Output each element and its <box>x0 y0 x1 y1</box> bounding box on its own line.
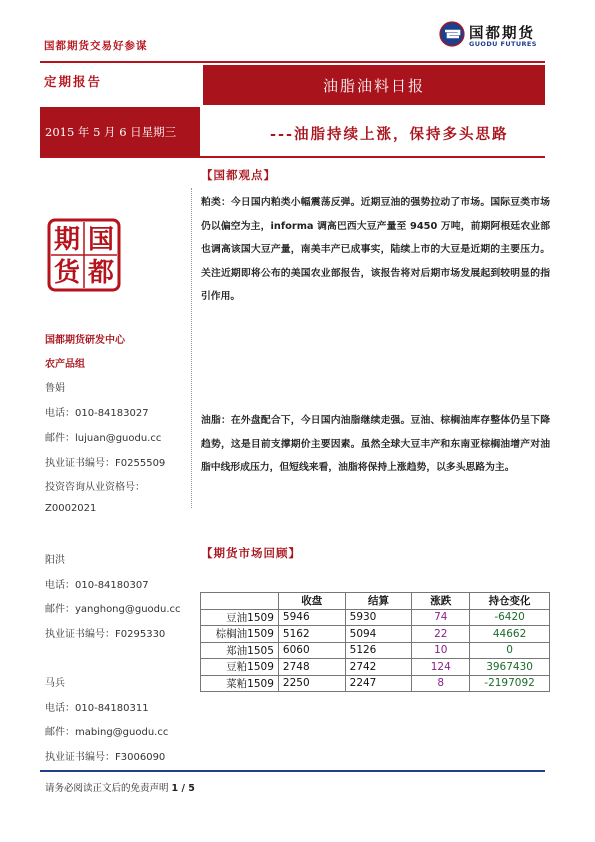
seal-char: 都 <box>87 258 115 288</box>
table-row <box>201 659 550 676</box>
contract-name: 豆粕1509 <box>201 659 279 676</box>
analyst-license: 执业证书编号：F0255509 <box>45 458 166 469</box>
seal-char: 国 <box>87 225 115 255</box>
settle-price: 5126 <box>345 642 412 659</box>
analyst-phone: 电话：010-84183027 <box>45 408 149 419</box>
contract-name: 郑油1505 <box>201 642 279 659</box>
column-header: 涨跌 <box>412 593 470 610</box>
meal-paragraph: 粕类：今日国内粕类小幅震荡反弹。近期豆油的强势拉动了市场。国际豆类市场仍以偏空为主，informa 调高巴西大豆产量至 9450 万吨，前期阿根廷农业部也调高该国大豆产量，南美丰产已成事实，陆续上市的大豆是近期的主要压力。关注近期即将公布的美国农业部报告，该报告将对后期市场发展起到较明显的指引作用。 <box>201 197 550 303</box>
table-row <box>201 642 550 659</box>
price-change: 8 <box>412 675 470 692</box>
footer-divider <box>40 770 545 772</box>
column-header: 持仓变化 <box>470 593 550 610</box>
analyst-advisor-no: Z0002021 <box>45 503 97 514</box>
table-header-row <box>201 593 550 610</box>
analyst-phone: 电话：010-84180307 <box>45 580 149 591</box>
contract-name: 豆油1509 <box>201 609 279 626</box>
contract-name: 棕榈油1509 <box>201 626 279 643</box>
price-change: 74 <box>412 609 470 626</box>
logo-text-en: GUODU FUTURES <box>469 40 537 48</box>
market-table <box>200 592 550 692</box>
settle-price: 2742 <box>345 659 412 676</box>
analyst-email: 邮件：mabing@guodu.cc <box>45 727 169 738</box>
footer <box>45 780 195 794</box>
table-row <box>201 675 550 692</box>
contract-name: 菜粕1509 <box>201 675 279 692</box>
open-interest-change: -6420 <box>470 609 550 626</box>
settle-price: 5094 <box>345 626 412 643</box>
close-price: 6060 <box>278 642 345 659</box>
table-row <box>201 609 550 626</box>
oil-paragraph: 油脂：在外盘配合下，今日国内油脂继续走强。豆油、棕榈油库存整体仍呈下降趋势，这是目前支撑期价主要因素。虽然全球大豆丰产和东南亚棕榈油增产对油脂中线形成压力，但短线来看，油脂将保持上涨趋势，以多头思路为主。 <box>201 415 550 474</box>
settle-price: 2247 <box>345 675 412 692</box>
analyst-license: 执业证书编号：F0295330 <box>45 629 166 640</box>
header-divider <box>40 61 545 63</box>
report-subtitle: ---油脂持续上涨，保持多头思路 <box>270 127 509 143</box>
settle-price: 5930 <box>345 609 412 626</box>
seal-char: 货 <box>53 258 81 288</box>
open-interest-change: 3967430 <box>470 659 550 676</box>
analyst-email: 邮件：lujuan@guodu.cc <box>45 433 162 444</box>
research-group: 农产品组 <box>45 359 85 370</box>
close-price: 2748 <box>278 659 345 676</box>
column-header: 收盘 <box>278 593 345 610</box>
market-heading: 【期货市场回顾】 <box>201 546 301 560</box>
analyst-phone: 电话：010-84180311 <box>45 703 149 714</box>
report-date: 2015 年 5 月 6 日星期三 <box>45 125 177 139</box>
column-header <box>201 593 279 610</box>
close-price: 2250 <box>278 675 345 692</box>
analyst-name: 阳洪 <box>45 555 65 566</box>
price-change: 10 <box>412 642 470 659</box>
subtitle-divider <box>40 156 545 158</box>
logo-text-cn: 国都期货 <box>469 26 535 42</box>
page-number: 1 / 5 <box>171 783 195 794</box>
open-interest-change: 0 <box>470 642 550 659</box>
table-row <box>201 626 550 643</box>
price-change: 22 <box>412 626 470 643</box>
close-price: 5162 <box>278 626 345 643</box>
logo-mark-icon <box>439 21 465 47</box>
report-type: 定期报告 <box>44 74 103 89</box>
research-center: 国都期货研发中心 <box>45 335 125 346</box>
analyst-advisor-label: 投资咨询从业资格号： <box>45 482 145 493</box>
company-seal-icon <box>47 218 121 292</box>
analyst-license: 执业证书编号：F3006090 <box>45 752 166 763</box>
column-divider <box>191 188 192 508</box>
analyst-name: 马兵 <box>45 678 65 689</box>
column-header: 结算 <box>345 593 412 610</box>
analyst-name: 鲁娟 <box>45 383 65 394</box>
close-price: 5946 <box>278 609 345 626</box>
open-interest-change: -2197092 <box>470 675 550 692</box>
open-interest-change: 44662 <box>470 626 550 643</box>
disclaimer-note: 请务必阅读正文后的免责声明 <box>45 783 169 794</box>
seal-char: 期 <box>53 225 81 255</box>
view-heading: 【国都观点】 <box>201 168 276 182</box>
company-logo <box>439 21 549 49</box>
report-title: 油脂油料日报 <box>203 65 545 105</box>
price-change: 124 <box>412 659 470 676</box>
tagline: 国都期货交易好参谋 <box>44 40 148 52</box>
analyst-email: 邮件：yanghong@guodu.cc <box>45 604 181 615</box>
